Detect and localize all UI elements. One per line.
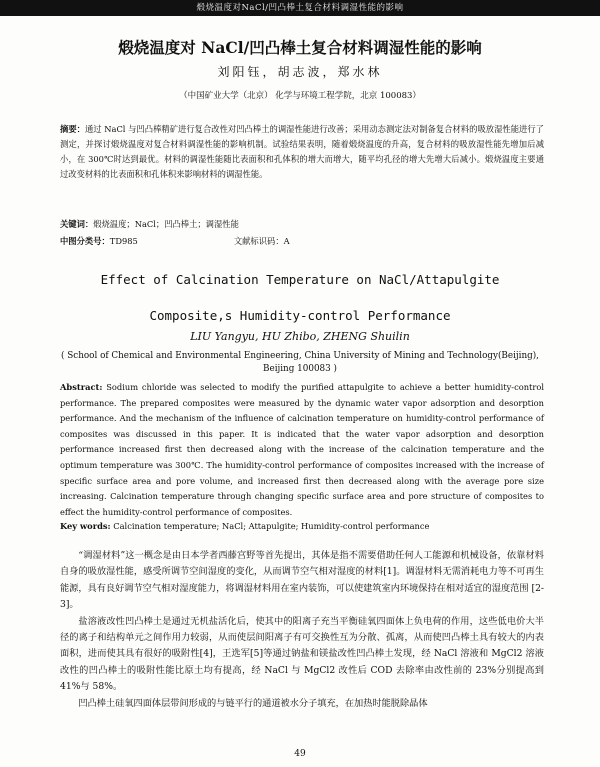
body-text [60,548,544,712]
affiliation-cn: （中国矿业大学（北京） 化学与环境工程学院，北京 100083） [179,91,421,101]
clc-label: 中图分类号： [60,236,110,246]
title-cn: 煅烧温度对 NaCl/凹凸棒土复合材料调湿性能的影响 [118,38,482,57]
abstract-en-label: Abstract: [60,382,103,392]
abstract-cn-text: 通过 NaCl 与凹凸棒精矿进行复合改性对凹凸棒土的调湿性能进行改善；采用动态测定法对制备复合材料的吸放湿性能进行了测定，并探讨煅烧温度对复合材料调湿性能的影响机制。试验结果表明，随着煅烧温度的升高，复合材料的吸放湿性能先增加后减小，在 300℃时达到最优。材料的调湿性能随比表面积和孔体积的增大而增大，随平均孔径的增大先增大后减小。煅烧温度主要通过改变材料的比表面积和孔体积来影响材料的调湿性能。 [60,124,544,179]
title-en [0,266,600,330]
title-en-line1: Effect of Calcination Temperature on NaCl/Attapulgite [100,272,500,287]
authors-cn: 刘阳钰，胡志波，郑水林 [217,65,383,79]
keywords-cn [60,218,544,230]
keywords-cn-label: 关键词： [60,219,94,229]
authors-en: LIU Yangyu, HU Zhibo, ZHENG Shuilin [190,330,410,343]
affiliation-en-line2: Beijing 100083 ) [263,364,337,374]
running-header: 煅烧温度对NaCl/凹凸棒土复合材料调湿性能的影响 [196,3,404,13]
title-en-line2: Composite,s Humidity-control Performance [149,308,451,323]
body-paragraph-2: 盐溶液改性凹凸棒土是通过无机盐活化后，使其中的阳离子充当平衡硅氧四面体上负电荷的作用，这些低电价大半径的离子和结构单元之间作用力较弱，从而使层间阳离子有可交换性互为分散、孤离，从而使凹凸棒土具有较大的内表面积，进而使其具有很好的吸附性[4]，王选军[5]等通过钠盐和镁盐改性凹凸棒土发现，经 NaCl 溶液和 MgCl2 溶液改性的凹凸棒土的吸附性能比原土均有提高，经 NaCl 与 MgCl2 改性后 COD 去除率由改性前的 23%分别提高到 41%与 58%。 [60,615,544,693]
body-paragraph-3: 凹凸棒土硅氧四面体层带间形成的与链平行的通道被水分子填充，在加热时能脱除晶体 [78,697,428,709]
affiliation-en-line1: ( School of Chemical and Environmental Engineering, China University of Mining and Technology(Beijing), [61,351,539,361]
doc-code-value: A [283,236,290,246]
affiliation-en [0,350,600,376]
doc-code-label: 文献标识码： [233,236,284,246]
keywords-en [60,521,544,531]
classification-cn [60,235,544,247]
abstract-en [60,380,544,520]
abstract-cn-label: 摘要： [60,124,85,134]
keywords-cn-text: 煅烧温度；NaCl；凹凸棒土；调湿性能 [93,219,239,229]
body-paragraph-1: “调湿材料”这一概念是由日本学者西藤宫野等首先提出，其体是指不需要借助任何人工能源和机械设备，依靠材料自身的吸放湿性能，感受所调节空间湿度的变化，从而调节空气相对湿度的材料[1]。调湿材料无需消耗电力等不可再生能源，具有良好调节空气相对湿度能力，将调湿材料用在室内装饰，可以使建筑室内环境保持在相对适宜的湿度范围 [2-3]。 [60,550,545,611]
page-number: 49 [294,749,306,759]
keywords-en-text: Calcination temperature; NaCl; Attapulgite; Humidity-control performance [113,521,430,531]
clc-value: TD985 [109,236,138,246]
abstract-en-text: Sodium chloride was selected to modify the purified attapulgite to achieve a better humidity-control performance. The prepared composites were measured by the dynamic water vapor adsorption and desorption performance. And the mechanism of the influence of calcination temperature on humidity-control performance of composites was discussed in this paper. It is indicated that the water vapor adsorption and desorption performance increased first then decreased along with the increase of the calcination temperature and the optimum temperature was 300℃. The humidity-control performance of composites increased with the increase of specific surface area and pore volume, and increased first then decreased along with the average pore size increasing. Calcination temperature through changing specific surface area and pore structure of composites to effect the humidity-control performance of composites. [60,382,544,517]
keywords-en-label: Key words: [60,521,111,531]
abstract-cn [60,122,544,182]
running-header-bar [0,0,600,16]
